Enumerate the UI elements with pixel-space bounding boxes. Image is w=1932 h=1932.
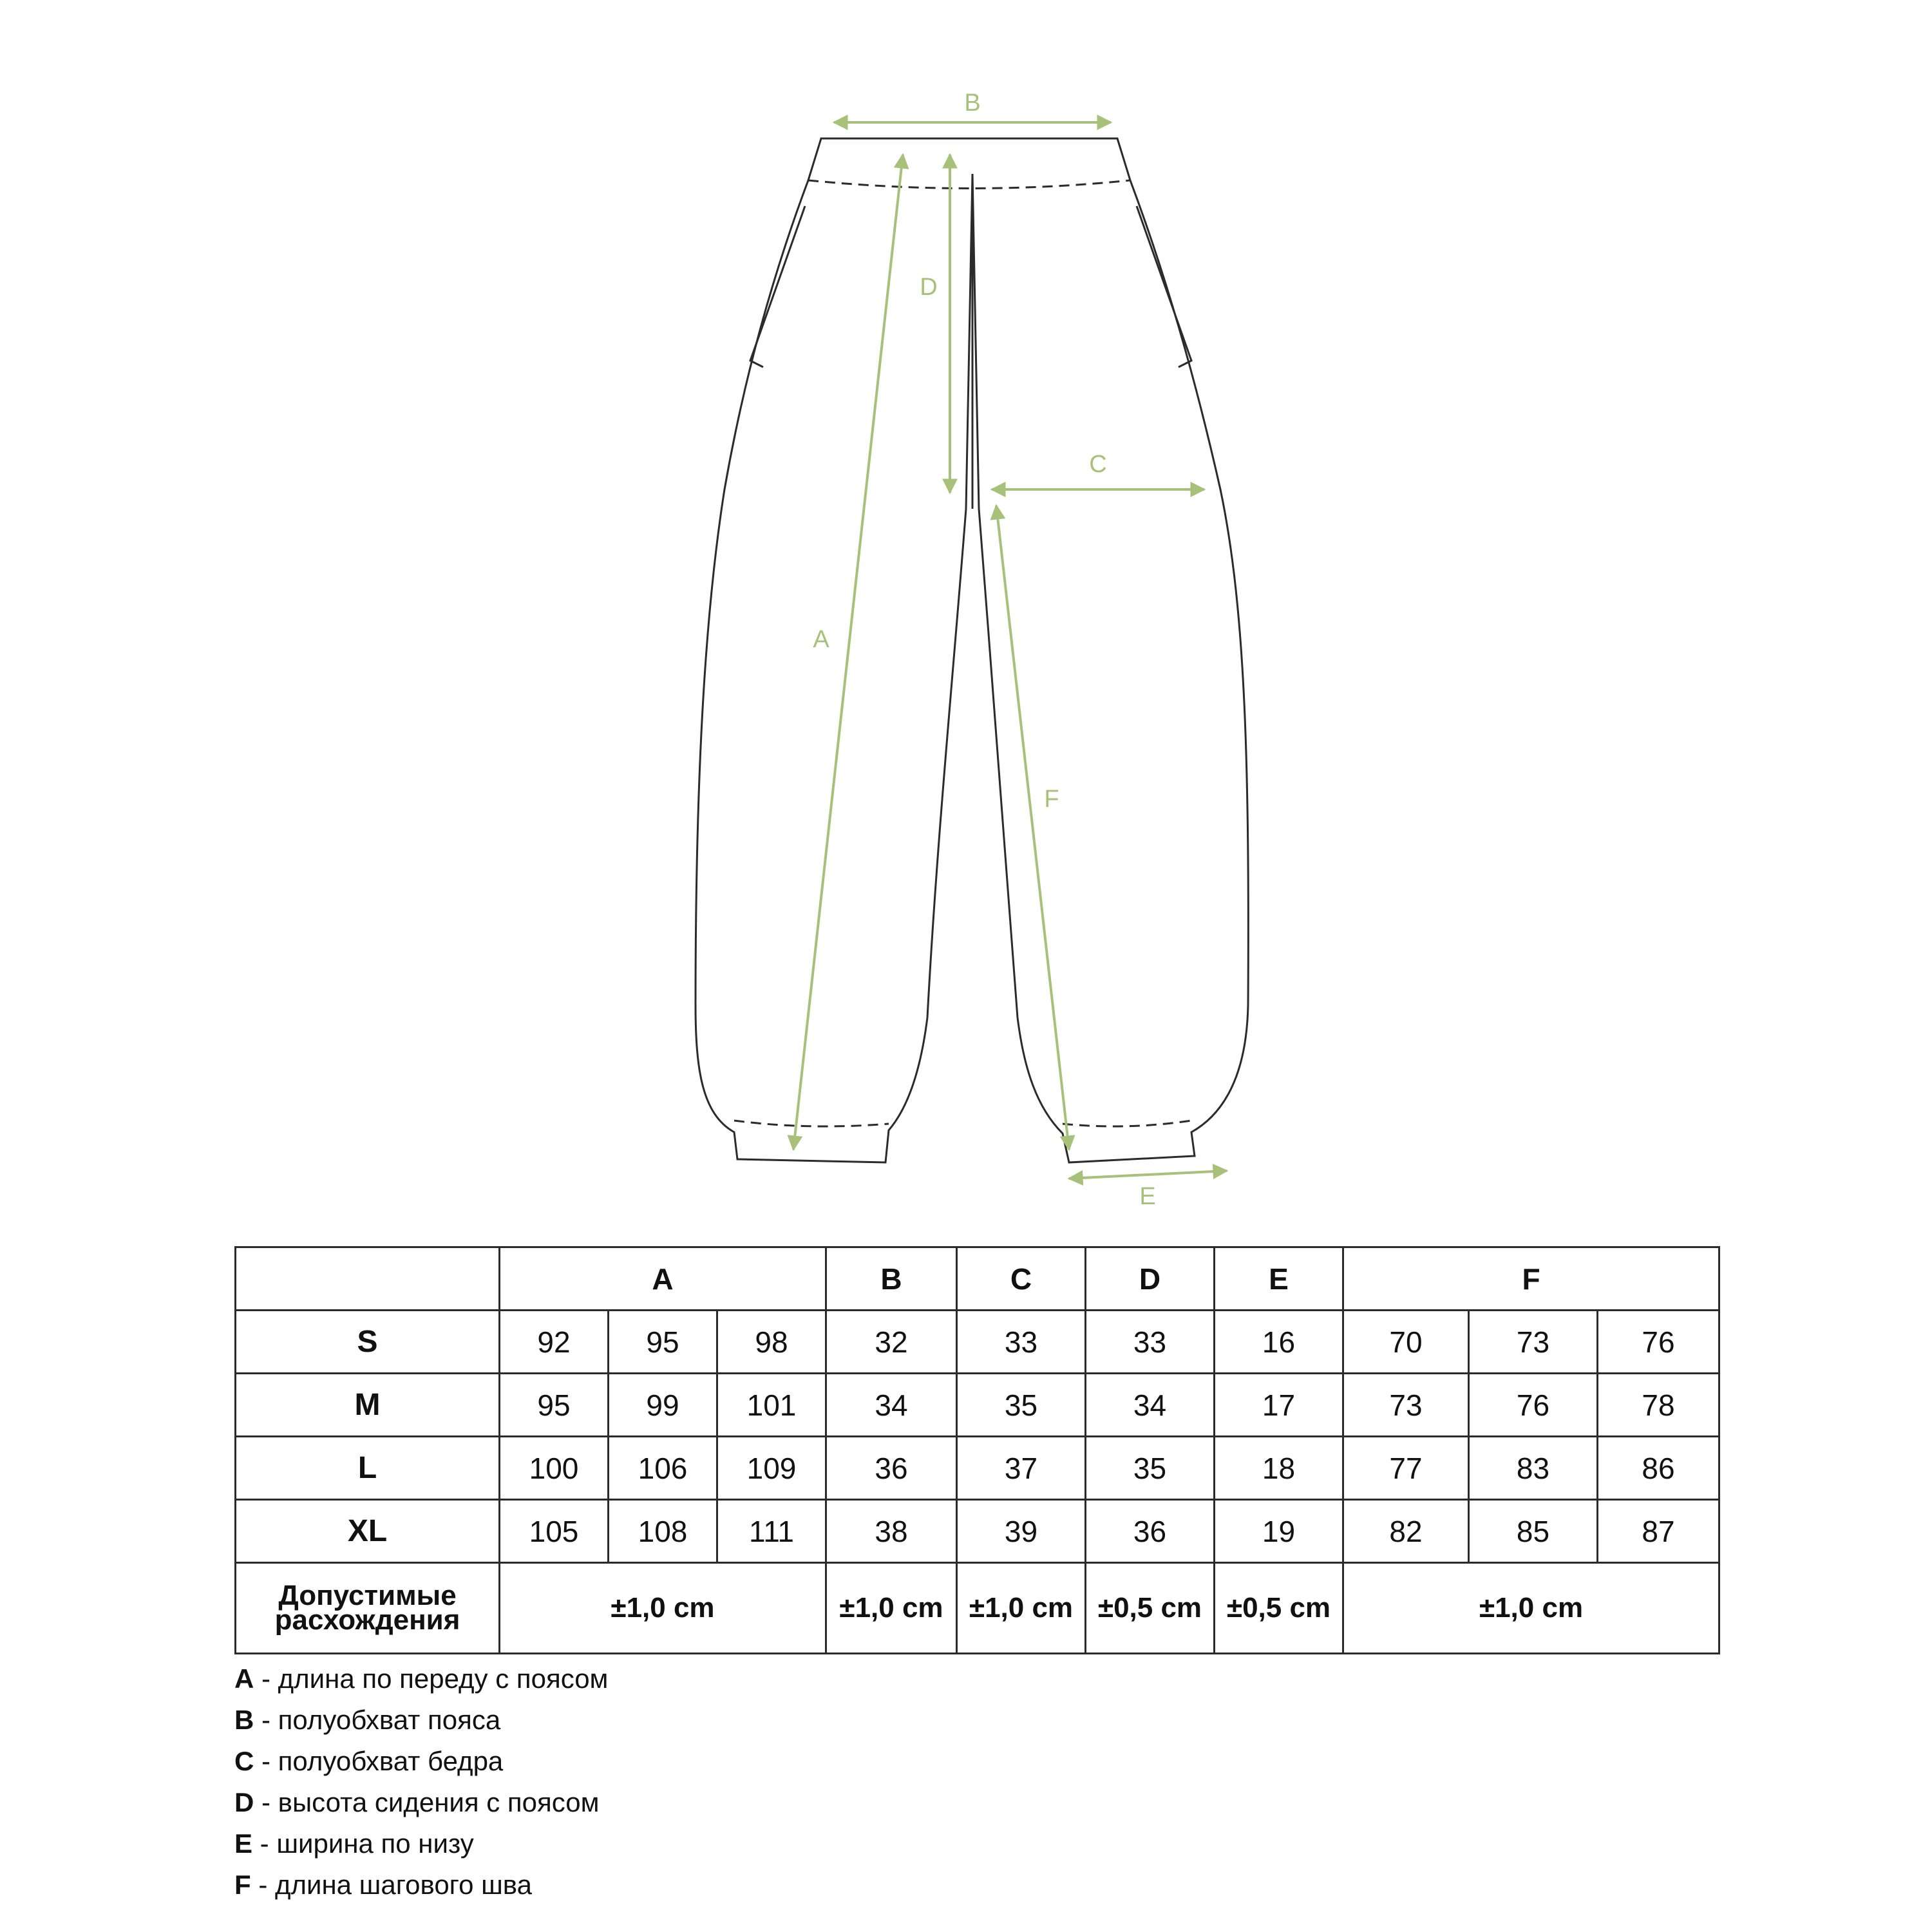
tolerance-d: ±0,5 cm [1086,1563,1215,1654]
label-a: A [813,626,829,653]
cell-e: 18 [1215,1437,1343,1500]
dimension-lines [793,122,1227,1179]
cell-b: 34 [826,1374,957,1437]
size-cell: S [236,1311,500,1374]
cell-d: 36 [1086,1500,1215,1563]
cell-a2: 108 [609,1500,717,1563]
dimension-a-line [793,155,903,1150]
table-row [236,1311,1719,1374]
header-f: F [1343,1247,1719,1311]
cell-c: 37 [957,1437,1086,1500]
cell-b: 38 [826,1500,957,1563]
legend-key: E [234,1828,253,1859]
cell-d: 33 [1086,1311,1215,1374]
label-d: D [920,274,938,301]
dimension-labels [813,90,1155,1210]
legend-item-b [234,1700,608,1741]
cell-a1: 105 [500,1500,609,1563]
label-e: E [1139,1183,1156,1210]
cell-f2: 73 [1469,1311,1598,1374]
tolerance-b: ±1,0 cm [826,1563,957,1654]
header-d: D [1086,1247,1215,1311]
measurement-legend [234,1658,608,1906]
legend-text: - полуобхват бедра [254,1746,504,1776]
pants-outline [696,138,1248,1162]
header-e: E [1215,1247,1343,1311]
cell-f3: 87 [1598,1500,1719,1563]
legend-item-c [234,1741,608,1782]
cell-f3: 78 [1598,1374,1719,1437]
legend-key: F [234,1870,251,1900]
header-empty [236,1247,500,1311]
cell-a3: 101 [717,1374,826,1437]
header-a: A [500,1247,826,1311]
table-row [236,1374,1719,1437]
tolerance-label-line1: Допустимые [278,1580,457,1611]
size-cell: XL [236,1500,500,1563]
tolerance-c: ±1,0 cm [957,1563,1086,1654]
legend-item-e [234,1823,608,1864]
cell-d: 34 [1086,1374,1215,1437]
legend-text: - полуобхват пояса [254,1705,501,1735]
legend-key: A [234,1663,254,1694]
legend-key: D [234,1787,254,1817]
cell-f2: 83 [1469,1437,1598,1500]
cell-f1: 82 [1343,1500,1469,1563]
cell-c: 33 [957,1311,1086,1374]
cell-e: 19 [1215,1500,1343,1563]
table-row [236,1437,1719,1500]
tolerance-row [236,1563,1719,1654]
size-cell: L [236,1437,500,1500]
cell-f1: 77 [1343,1437,1469,1500]
cell-a1: 95 [500,1374,609,1437]
legend-key: B [234,1705,254,1735]
cell-b: 36 [826,1437,957,1500]
cell-f3: 86 [1598,1437,1719,1500]
tolerance-f: ±1,0 cm [1343,1563,1719,1654]
cell-a2: 106 [609,1437,717,1500]
legend-item-a [234,1658,608,1700]
header-b: B [826,1247,957,1311]
size-cell: M [236,1374,500,1437]
label-f: F [1044,786,1059,813]
tolerance-label-line2: расхождения [274,1604,460,1636]
tolerance-label [236,1563,500,1654]
cell-c: 35 [957,1374,1086,1437]
cell-e: 17 [1215,1374,1343,1437]
dimension-e-line [1069,1171,1227,1179]
legend-item-f [234,1864,608,1906]
legend-key: C [234,1746,254,1776]
header-c: C [957,1247,1086,1311]
cell-a3: 111 [717,1500,826,1563]
legend-text: - ширина по низу [252,1828,474,1859]
size-table [234,1246,1720,1654]
cell-f2: 85 [1469,1500,1598,1563]
legend-text: - длина шагового шва [251,1870,533,1900]
cell-f1: 73 [1343,1374,1469,1437]
cell-f2: 76 [1469,1374,1598,1437]
legend-item-d [234,1782,608,1823]
legend-text: - длина по переду с поясом [254,1663,609,1694]
cell-b: 32 [826,1311,957,1374]
cell-c: 39 [957,1500,1086,1563]
tolerance-a: ±1,0 cm [500,1563,826,1654]
cell-a2: 99 [609,1374,717,1437]
cell-a3: 109 [717,1437,826,1500]
cell-a1: 92 [500,1311,609,1374]
cell-d: 35 [1086,1437,1215,1500]
tolerance-e: ±0,5 cm [1215,1563,1343,1654]
cell-a2: 95 [609,1311,717,1374]
label-c: C [1089,451,1107,478]
cell-e: 16 [1215,1311,1343,1374]
legend-text: - высота сидения с поясом [254,1787,600,1817]
table-row [236,1500,1719,1563]
cell-f1: 70 [1343,1311,1469,1374]
label-b: B [964,90,981,117]
cell-a1: 100 [500,1437,609,1500]
cell-a3: 98 [717,1311,826,1374]
dimension-f-line [996,506,1069,1150]
table-header-row [236,1247,1719,1311]
cell-f3: 76 [1598,1311,1719,1374]
